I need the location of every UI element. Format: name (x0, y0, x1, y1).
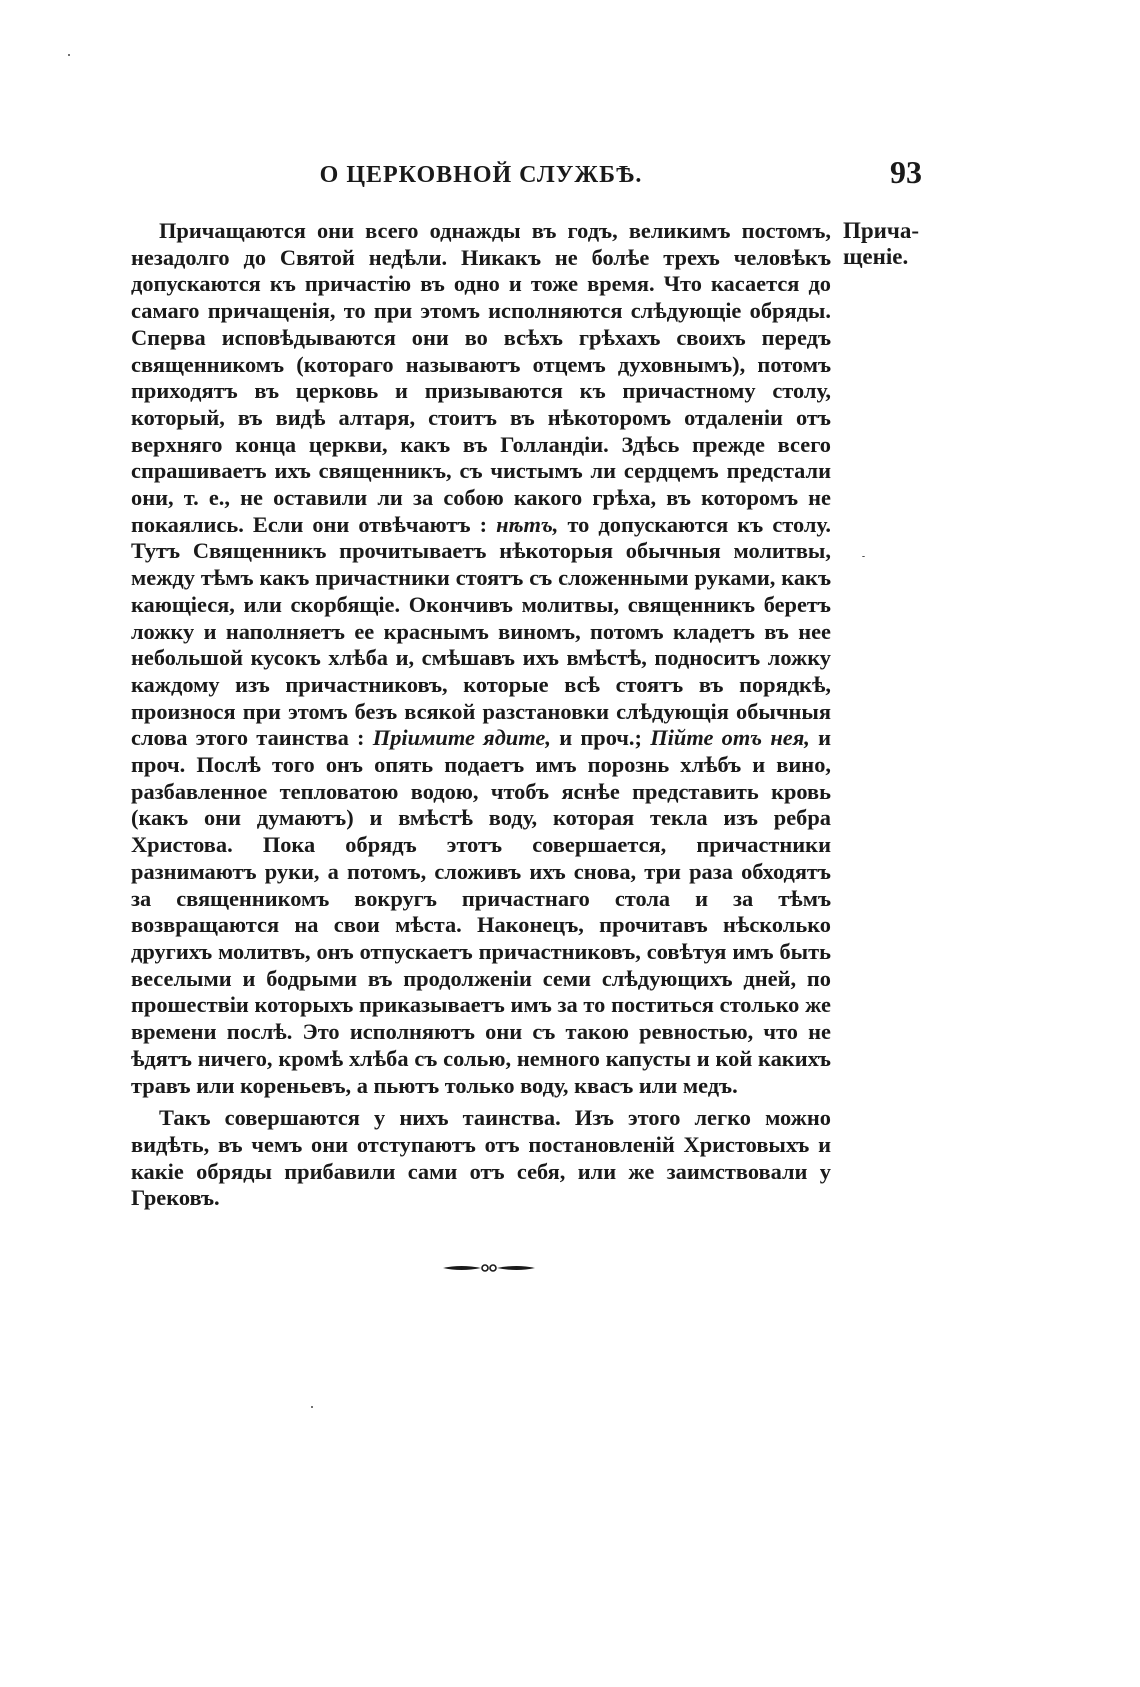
end-ornament (441, 1262, 537, 1274)
scan-speck (68, 54, 70, 56)
paragraph (131, 1105, 831, 1212)
italic-text: Пійте отъ нея, (650, 725, 810, 751)
page-number: 93 (890, 154, 922, 190)
italic-text: нѣтъ, (496, 511, 559, 537)
scan-speck (862, 556, 865, 557)
scan-speck (311, 1406, 313, 1408)
paragraph (131, 218, 831, 1099)
paragraph-text: и проч. Послѣ того онъ опять подаетъ имъ порознь хлѣбъ и вино, разбавленное тепловатою водою, чтобъ яснѣе представить кровь (какъ они думаютъ) и вмѣстѣ воду, которая текла изъ ребра Христова. Пока обрядъ этотъ совершается, причастники разнимаютъ руки, а потомъ, сложивъ ихъ снова, три раза обходятъ за священникомъ вокругъ причастнаго стола и за тѣмъ возвращаются на свои мѣста. Наконецъ, прочитавъ нѣсколько другихъ молитвъ, онъ отпускаетъ причастниковъ, совѣтуя имъ быть веселыми и бодрыми въ продолженіи семи слѣдующихъ дней, по прошествіи которыхъ приказываетъ имъ за то поститься столько же времени послѣ. Это исполняютъ они съ такою ревностью, что не ѣдятъ ничего, кромѣ хлѣба съ солью, немного капусты и кой какихъ травъ или кореньевъ, а пьютъ только воду, квасъ или медъ. (131, 725, 831, 1098)
body-text (131, 218, 831, 1212)
running-title: О ЦЕРКОВНОЙ СЛУЖБѢ. (319, 162, 643, 188)
margin-note (843, 218, 933, 270)
paragraph-text: то допускаются къ столу. Тутъ Священникъ прочитываетъ нѣкоторыя обычныя молитвы, между тѣмъ какъ причастники стоятъ съ сложенными руками, какъ кающіеся, или скорбящіе. Окончивъ молитвы, священникъ беретъ ложку и наполняетъ ее краснымъ виномъ, потомъ кладетъ въ нее небольшой кусокъ хлѣба и, смѣшавъ ихъ вмѣстѣ, подноситъ ложку каждому изъ причастниковъ, которые всѣ стоятъ въ порядкѣ, произнося при этомъ безъ всякой разстановки слѣдующія обычныя слова этого таинства : (131, 511, 831, 751)
italic-text: Пріимите ядите, (372, 725, 551, 751)
margin-note-line: щеніе. (843, 244, 909, 269)
margin-note-line: Прича- (843, 218, 920, 243)
paragraph-text: Причащаются они всего однажды въ годъ, великимъ постомъ, незадолго до Святой недѣли. Никакъ не болѣе трехъ человѣкъ допускаются къ причастію въ одно и тоже время. Что касается до самаго причащенія, то при этомъ исполняются слѣдующіе обряды. Сперва исповѣдываются они во всѣхъ грѣхахъ своихъ передъ священникомъ (котораго называютъ отцемъ духовнымъ), потомъ приходятъ въ церковь и призываются къ причастному столу, который, въ видѣ алтаря, стоитъ въ нѣкоторомъ отдаленіи отъ верхняго конца церкви, какъ въ Голландіи. Здѣсь прежде всего спрашиваетъ ихъ священникъ, съ чистымъ ли сердцемъ предстали они, т. е., не оставили ли за собою какого грѣха, въ которомъ не покаялись. Если они отвѣчаютъ : (131, 218, 831, 537)
paragraph-text: и проч.; (559, 725, 642, 751)
paragraph-text: Такъ совершаются у нихъ таинства. Изъ этого легко можно видѣть, въ чемъ они отступаютъ отъ постановленій Христовыхъ и какіе обряды прибавили сами отъ себя, или же заимствовали у Грековъ. (131, 1105, 831, 1211)
